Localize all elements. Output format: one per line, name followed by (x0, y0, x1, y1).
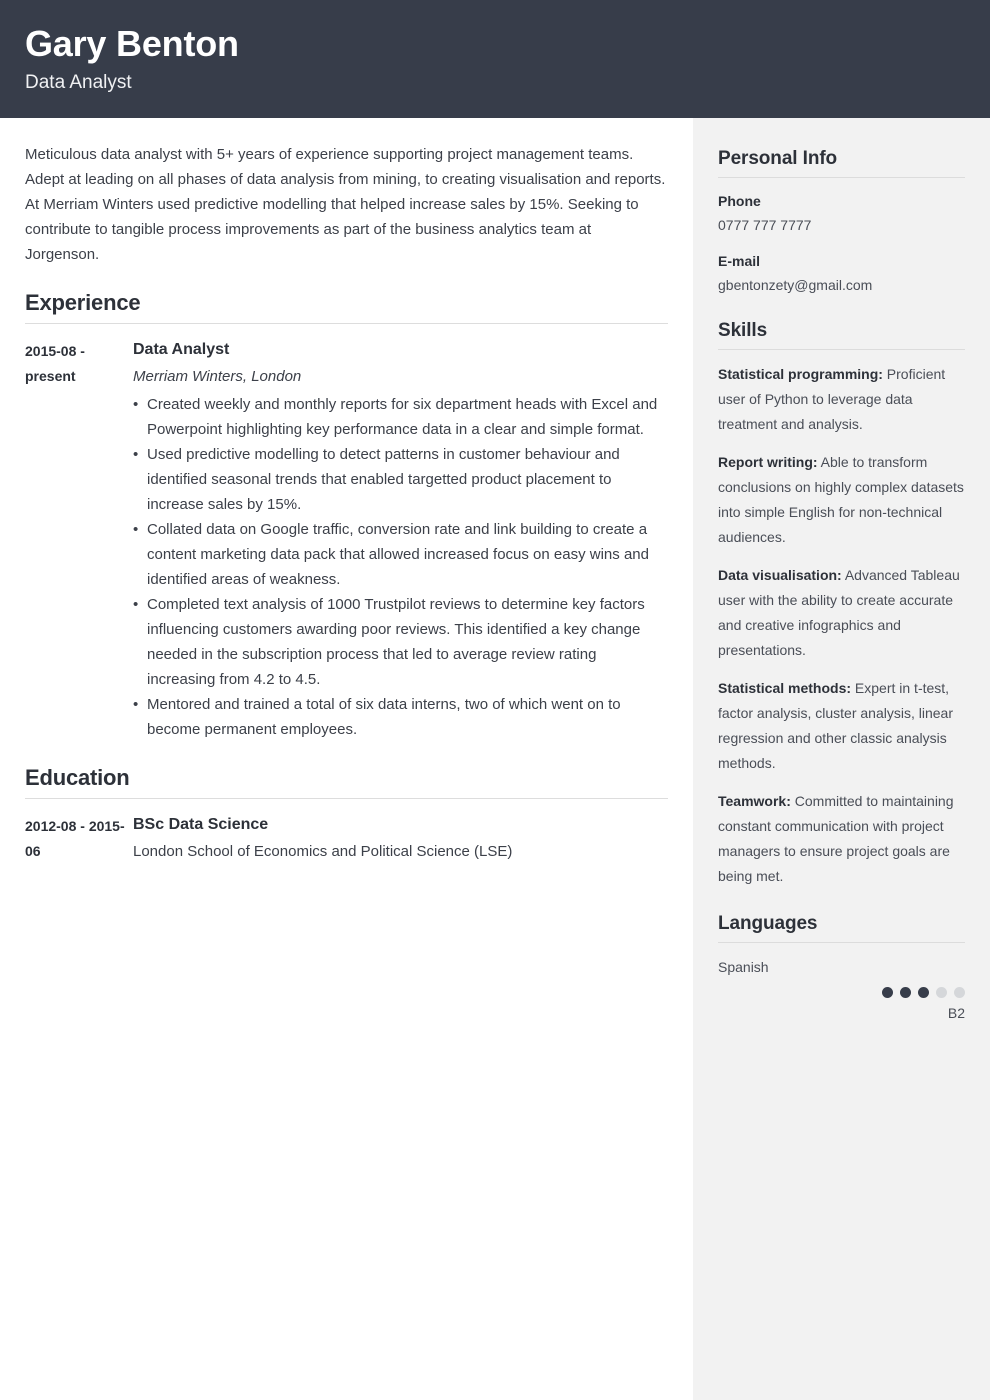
languages-heading: Languages (718, 913, 818, 934)
skill-description: Advanced Tableau user with the ability to create accurate and creative infographics and presentations. (718, 567, 960, 658)
list-item: • Completed text analysis of 1000 Trustpilot reviews to determine key factors influencing customers awarding poor reviews. This identified a key change needed in the subscription process that led to average review rating increasing from 4.2 to 4.5. (133, 592, 668, 692)
candidate-name: Gary Benton (25, 23, 239, 64)
education-entry (25, 813, 668, 864)
main-column (0, 118, 693, 1400)
skills-divider (718, 349, 965, 350)
languages-section (718, 911, 965, 1024)
resume-columns (0, 118, 990, 1400)
list-item: • Collated data on Google traffic, conversion rate and link building to create a content marketing data pack that allowed increased focus on easy wins and identified areas of weakness. (133, 517, 668, 592)
professional-summary: Meticulous data analyst with 5+ years of experience supporting project management teams. Adept at leading on all phases of data analysis from mining, to creating visualisation and reports. At Merriam Winters used predictive modelling that helped increase sales by 15%. Seeking to contribute to tangible process improvements as part of the business analytics team at Jorgenson. (25, 146, 666, 263)
language-level: B2 (947, 1005, 965, 1021)
list-item: • Created weekly and monthly reports for six department heads with Excel and Powerpoint highlighting key performance data in a clear and simple format. (133, 392, 668, 442)
skill-item (718, 450, 965, 550)
education-entry-body (133, 813, 668, 864)
contact-phone (718, 190, 965, 236)
resume-header (0, 0, 990, 118)
skill-description: Committed to maintaining constant communication with project managers to ensure project goals are being met. (718, 793, 954, 884)
candidate-job-title: Data Analyst (25, 72, 132, 93)
experience-entry-title: Data Analyst (133, 341, 230, 358)
personal-info-heading: Personal Info (718, 148, 838, 169)
education-heading: Education (25, 765, 130, 790)
education-section (25, 764, 668, 864)
experience-section (25, 289, 668, 742)
language-name: Spanish (718, 959, 769, 975)
languages-divider (718, 942, 965, 943)
experience-bullet-list (133, 392, 668, 742)
language-rating-dots (718, 987, 965, 998)
skill-label: Statistical methods: (718, 680, 852, 696)
education-entry-date: 2012-08 - 2015-06 (25, 818, 125, 859)
education-entry-school: London School of Economics and Political Science (LSE) (133, 843, 513, 860)
experience-divider (25, 323, 668, 324)
contact-email-label: E-mail (718, 253, 761, 269)
list-item: • Mentored and trained a total of six data interns, two of which went on to become permanent employees. (133, 692, 668, 742)
skill-description: Able to transform conclusions on highly complex datasets into simple English for non-technical audiences. (718, 454, 964, 545)
skill-label: Statistical programming: (718, 366, 883, 382)
skill-item (718, 676, 965, 776)
rating-dot-empty (954, 987, 965, 998)
experience-entry (25, 338, 668, 742)
personal-info-section (718, 146, 965, 296)
education-entry-degree: BSc Data Science (133, 816, 269, 833)
skills-heading: Skills (718, 320, 768, 341)
rating-dot-empty (936, 987, 947, 998)
skill-item (718, 362, 965, 437)
rating-dot-filled (882, 987, 893, 998)
contact-phone-value: 0777 777 7777 (718, 217, 812, 233)
experience-entry-body (133, 338, 668, 742)
experience-entry-date: 2015-08 - present (25, 343, 85, 384)
skill-item (718, 789, 965, 889)
skills-section (718, 318, 965, 889)
rating-dot-filled (918, 987, 929, 998)
contact-email (718, 250, 965, 296)
skill-description: Expert in t-test, factor analysis, cluster analysis, linear regression and other classic analysis methods. (718, 680, 953, 771)
skill-item (718, 563, 965, 663)
skill-description: Proficient user of Python to leverage data treatment and analysis. (718, 366, 946, 432)
contact-phone-label: Phone (718, 193, 761, 209)
rating-dot-filled (900, 987, 911, 998)
contact-email-value[interactable]: gbentonzety@gmail.com (718, 277, 873, 293)
skill-label: Data visualisation: (718, 567, 842, 583)
experience-entry-company: Merriam Winters, London (133, 368, 302, 385)
sidebar-column (693, 118, 990, 1400)
experience-heading: Experience (25, 290, 141, 315)
skill-label: Report writing: (718, 454, 818, 470)
list-item: • Used predictive modelling to detect patterns in customer behaviour and identified seasonal trends that enabled targetted product placement to increase sales by 15%. (133, 442, 668, 517)
personal-info-divider (718, 177, 965, 178)
education-divider (25, 798, 668, 799)
skill-label: Teamwork: (718, 793, 791, 809)
